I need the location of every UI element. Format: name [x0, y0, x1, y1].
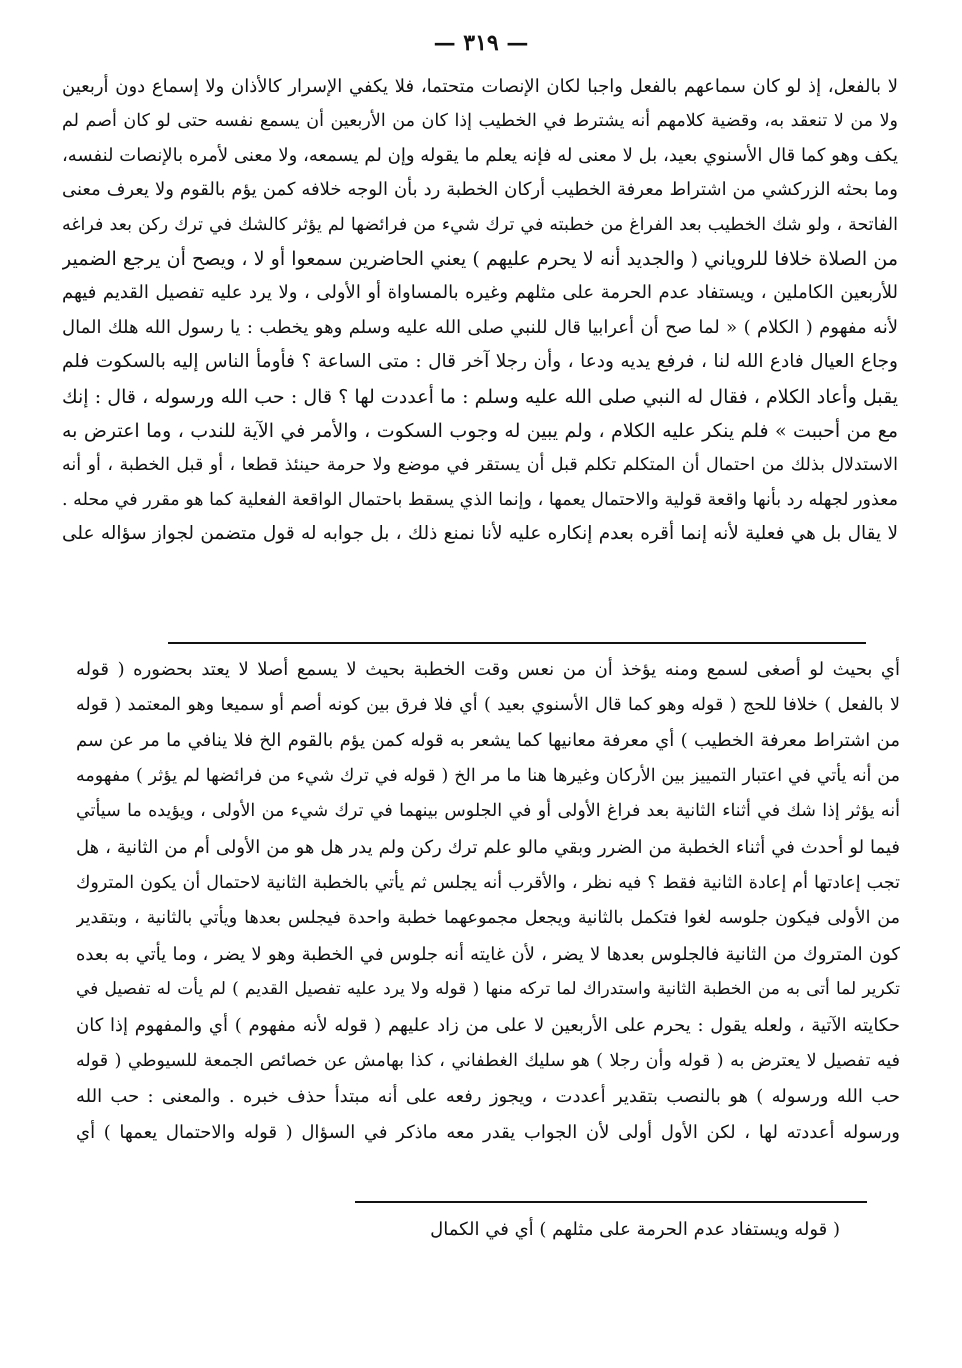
main-text-line: مع من أحببت » فلم ينكر عليه الكلام ، ولم يبين له وجوب السكوت ، والأمر في الآية للندب ، وما اعترض به	[62, 419, 898, 442]
main-text-line: من الصلاة خلافا للروياني ( والجديد أنه لا يحرم عليهم ) يعني الحاضرين سمعوا أو لا ، ويصح أن يرجع الضمير	[62, 247, 898, 270]
page-number: — ٣١٩ —	[433, 30, 529, 56]
footnote-line: ( قوله ويستفاد عدم الحرمة على مثلهم ) أي في الكمال	[430, 1219, 840, 1240]
main-text-line: لا بالفعل، إذ لو كان سماعهم بالفعل واجبا لكان الإنصات متحتما، فلا يكفي الإسرار كالأذان ولا إسماع دون أربعين	[62, 76, 898, 97]
commentary-line: كون المتروك من الثانية فالجلوس بعدها لا يضر ، لأن غايته أنه جلوس في الخطبة وهو لا يضر ، وما يأتي به بعده	[76, 943, 900, 965]
commentary-line: لا بالفعل ) خلافا للحج ( قوله وهو كما قال الأسنوي بعيد ) أي فلا فرق بين كونه أصم أو سميعا وهو المعتمد ( قوله	[76, 694, 900, 715]
main-text-line: الفاتحة ، ولو شك الخطيب بعد الفراغ من خطبته في ترك شيء من فرائضها لم يؤثر كالشك في ترك ركن بعد فراغه	[62, 214, 898, 235]
footnote-divider	[355, 1201, 867, 1203]
commentary-line: من اشتراط معرفة الخطيب ) أي معرفة معانيها كما يشعر به قوله كمن يؤم بالقوم الخ فلا ينافي ما مر عن سم	[76, 730, 900, 752]
commentary-line: من الأولى فيكون جلوسه لغوا فتكمل بالثانية ويجعل مجموعهما خطبة واحدة فيجلس بعدها ويأتي بالثانية ، وبتقدير	[76, 908, 900, 929]
main-text-block	[62, 70, 898, 551]
commentary-line: ورسوله أعددته لها ، لكن الأول أولى لأن الجواب يقدر معه ماذكر في السؤال ( قوله والاحتمال يعمها ) أي	[76, 1121, 900, 1143]
commentary-line: تكرير لما أتى به من الخطبة الثانية واستدراك لما تركه منها ( قوله ولا يرد عليه تفصيل القديم ) لم يأت له تفصيل في	[76, 979, 900, 1000]
footnote-block	[300, 1212, 840, 1248]
commentary-line: تجب إعادتها أم إعادة الثانية فقط ؟ فيه نظر ، والأقرب أنه يجلس ثم يأتي بالخطبة الثانية لاحتمال أن يكون المتروك	[76, 872, 900, 893]
main-text-line: لا يقال بل هي فعلية لأنه إنما أقره بعدم إنكاره عليه لأنا نمنع ذلك ، بل جوابه له قول متضمن لجواز سؤاله على	[62, 523, 898, 545]
commentary-line: فيه تفصيل لا يعترض به ( قوله وأن رجلا ) هو سليك الغطفاني ، كذا بهامش عن خصائص الجمعة للسيوطي ( قوله	[76, 1050, 900, 1071]
main-text-line: وما بحثه الزركشي من اشتراط معرفة الخطيب أركان الخطبة رد بأن الوجه خلافه كمن يؤم بالقوم ولا يعرف معنى	[62, 179, 898, 201]
commentary-line: أنه يؤثر إذا شك في أثناء الثانية بعد فراغ الأولى أو في الجلوس بينهما في ترك شيء من الأولى ، ويؤيده ما سيأتي	[76, 801, 900, 822]
main-text-line: يقبل وأعاد الكلام ، فقال له النبي صلى الله عليه وسلم : ما أعددت لها ؟ قال : حب الله ورسوله ، قال : إنك	[62, 385, 898, 408]
main-text-line: للأربعين الكاملين ، ويستفاد عدم الحرمة على مثلهم وغيره بالمساواة أو الأولى ، ولا يرد عليه تفصيل القديم فيهم	[62, 282, 898, 304]
main-text-line: معذور لجهله رد بأنها واقعة قولية والاحتمال يعمها ، وإنما الذي يسقط باحتمال الواقعة الفعلية كما هو مقرر في محله .	[62, 489, 898, 510]
commentary-line: حكايته الآتية ، ولعله يقول : يحرم على الأربعين لا على من زاد عليهم ( قوله لأنه مفهوم ) أي والمفهوم إذا كان	[76, 1014, 900, 1036]
main-text-line: الاستدلال بذلك من احتمال أن المتكلم تكلم قبل أن يستقر في موضع ولا حرمة حينئذ قطعا ، أو قبل الخطبة ، أو أنه	[62, 455, 898, 476]
commentary-line: فيما لو أحدث في أثناء الخطبة من الضرر وبقي مالو علم ترك ركن ولم يدر هل هو من الأولى أم من الثانية ، هل	[76, 836, 900, 858]
section-divider	[168, 642, 866, 644]
commentary-line: حب الله ورسوله ) هو بالنصب بتقدير أعددت ، ويجوز رفعه على أنه مبتدأ حذف خبره . والمعنى : حب الله	[76, 1086, 900, 1108]
main-text-line: وجاع العيال فادع الله لنا ، فرفع يديه ودعا ، وأن رجلا آخر قال : متى الساعة ؟ فأومأ الناس إليه بالسكوت فلم	[62, 351, 898, 373]
commentary-line: من أنه يأتي في اعتبار التمييز بين الأركان وغيرها هنا ما مر الخ ( قوله في ترك شيء من فرائضها لم يؤثر ) مفهومه	[76, 765, 900, 786]
main-text-line: لأنه مفهوم ( الكلام ) « لما صح أن أعرابيا قال للنبي صلى الله عليه وسلم وهو يخطب : يا رسول الله هلك المال	[62, 316, 898, 338]
main-text-line: يكف وهو كما قال الأسنوي بعيد، بل لا معنى له فإنه يعلم ما يقوله وإن لم يسمعه، ولا معنى لأمره بالإنصات لنفسه،	[62, 144, 898, 166]
main-text-line: ولا من لا تنعقد به، وقضية كلامهم أنه يشترط في الخطيب إذا كان من الأربعين أن يسمع نفسه حتى لو كان أصم لم	[62, 111, 898, 132]
commentary-line: أي بحيث لو أصغى لسمع ومنه يؤخذ أن من نعس وقت الخطبة بحيث لا يسمع أصلا لا يعتد بحضوره ( قوله	[76, 659, 900, 680]
commentary-block	[76, 652, 900, 1150]
